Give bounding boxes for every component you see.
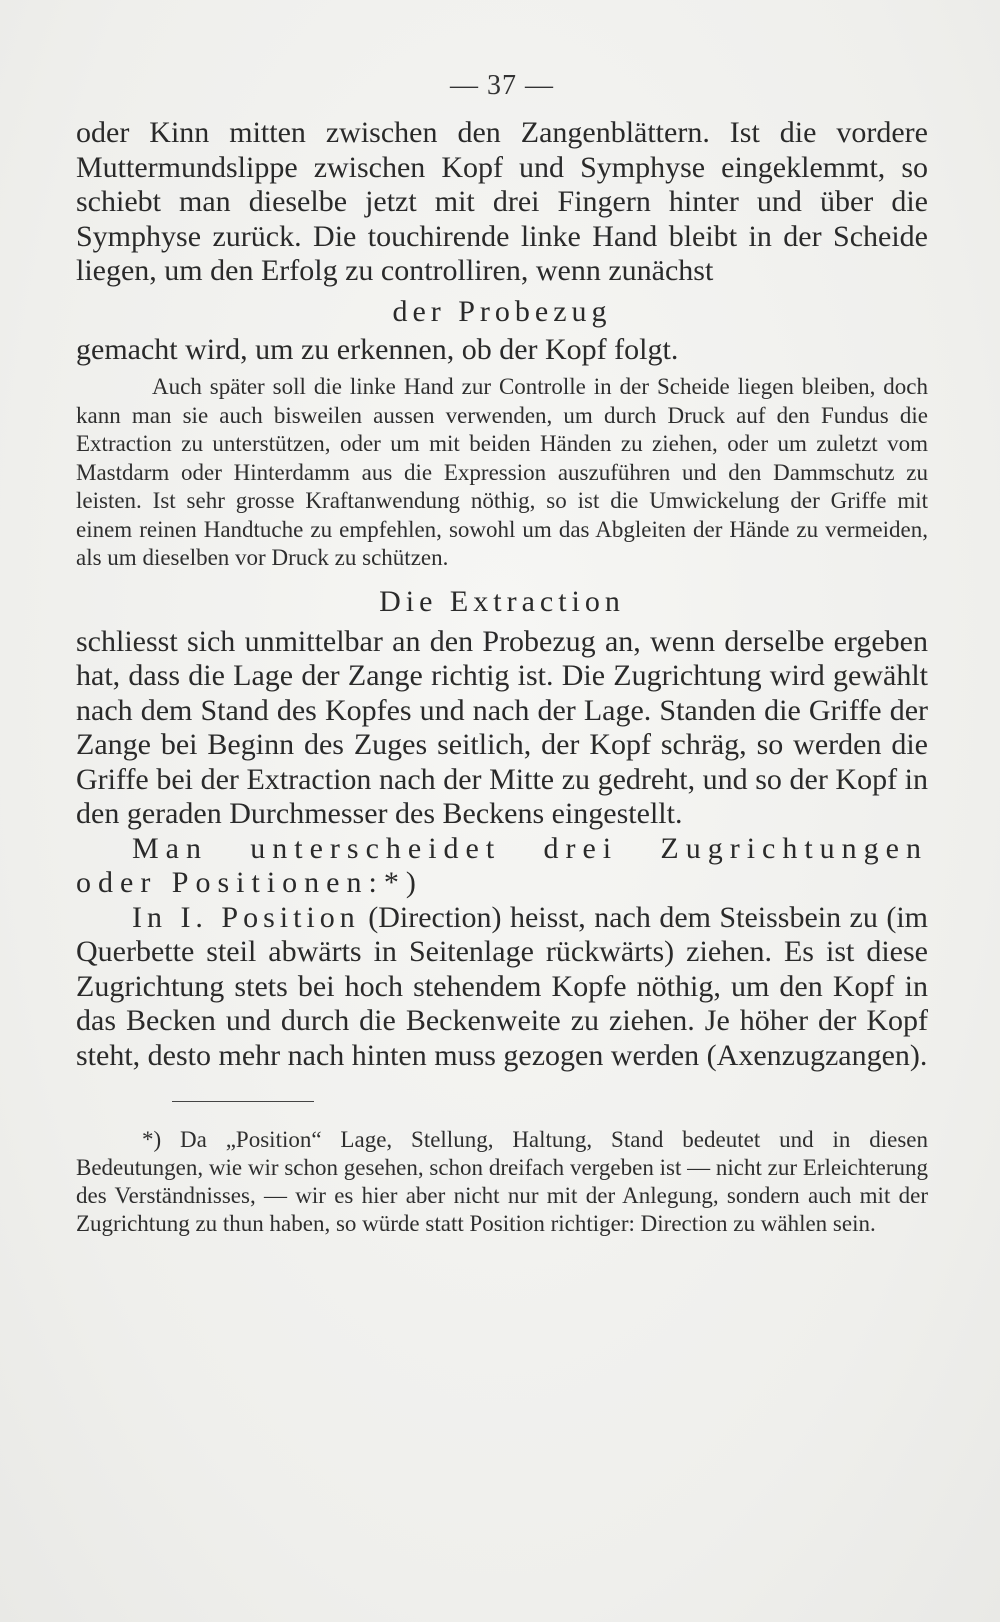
small-print-paragraph: Auch später soll die linke Hand zur Controlle in der Scheide liegen bleiben, doch kann man sie auch bisweilen aussen verwenden, um durch Druck auf den Fundus die Extraction zu unterstützen, oder um mit beiden Händen zu ziehen, oder um zuletzt vom Mastdarm oder Hinterdamm aus die Expression auszuführen und den Dammschutz zu leisten. Ist sehr grosse Kraftanwendung nöthig, so ist die Umwickelung der Griffe mit einem reinen Handtuche zu empfehlen, sowohl um das Abgleiten der Hände zu vermeiden, als um dieselben vor Druck zu schützen.: [76, 374, 928, 570]
position-term: In I. Position: [132, 900, 360, 934]
body-paragraph-5-text: (Direction) heisst, nach dem Steissbein zu (im Querbette steil abwärts in Seitenlage rückwärts) ziehen. Es ist diese Zugrichtung stets bei hoch stehendem Kopfe nöthig, um den Kopf in das Becken und durch die Beckenweite zu ziehen. Je höher der Kopf steht, desto mehr nach hinten muss gezogen werden (Axenzugzangen).: [76, 900, 928, 1072]
body-paragraph-2: gemacht wird, um zu erkennen, ob der Kopf folgt.: [76, 332, 679, 366]
heading-probezug: der Probezug: [392, 294, 612, 328]
body-paragraph-5: [76, 901, 928, 1074]
footnote: *) Da „Position“ Lage, Stellung, Haltung, Stand bedeutet und in diesen Bedeutungen, wie wir schon gesehen, schon dreifach vergeben ist — nicht zur Erleichterung des Verständnisses, — wir es hier aber nicht nur mit der Anlegung, sondern auch mit der Zugrichtung zu thun haben, so würde statt Position richtiger: Direction zu wählen sein.: [76, 1127, 928, 1236]
page-number: — 37 —: [450, 70, 554, 101]
heading-extraction: Die Extraction: [379, 584, 625, 618]
body-paragraph-1: oder Kinn mitten zwischen den Zangenblättern. Ist die vordere Muttermundslippe zwischen Kopf und Symphyse eingeklemmt, so schiebt man dieselbe jetzt mit drei Fingern hinter und über die Symphyse zurück. Die touchirende linke Hand bleibt in der Scheide liegen, um den Erfolg zu controlliren, wenn zunächst: [76, 116, 928, 287]
footnote-divider: [172, 1101, 314, 1102]
body-paragraph-3: schliesst sich unmittelbar an den Probezug an, wenn derselbe ergeben hat, dass die Lage der Zange richtig ist. Die Zugrichtung wird gewählt nach dem Stand des Kopfes und nach der Lage. Standen die Griffe der Zange bei Beginn des Zuges seitlich, der Kopf schräg, so werden die Griffe bei der Extraction nach der Mitte zu gedreht, und so der Kopf in den geraden Durchmesser des Beckens eingestellt.: [76, 624, 928, 830]
body-paragraph-4: Man unterscheidet drei Zugrichtungen oder Positionen:*): [76, 831, 928, 899]
